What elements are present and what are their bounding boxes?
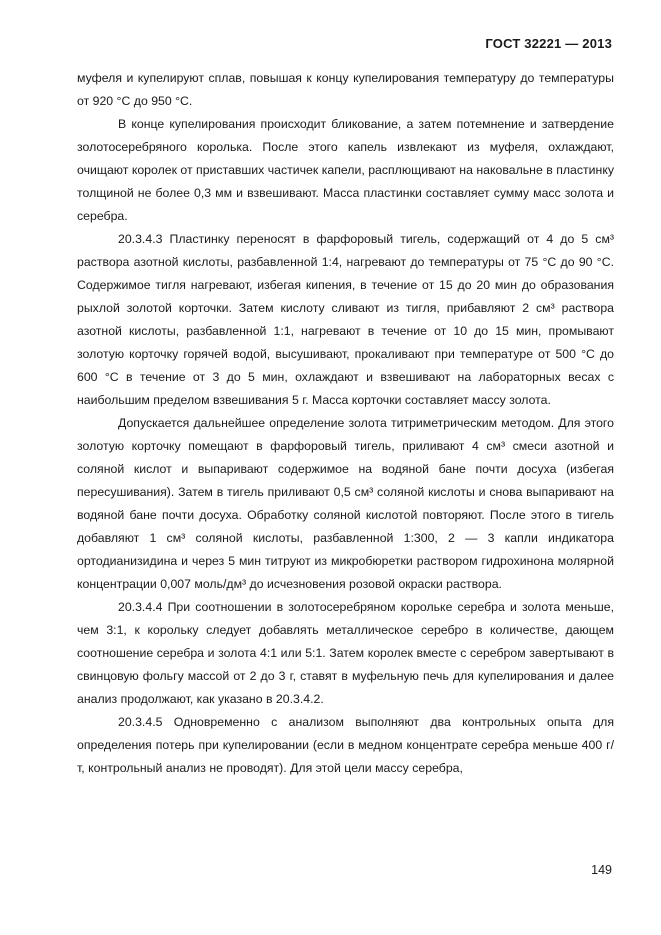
paragraph: В конце купелирования происходит бликование, а затем потемнение и затвердение золотосеребряного королька. После этого капель извлекают из муфеля, охлаждают, очищают королек от приставших частичек капели, расплющивают на наковальне в пластинку толщиной не более 0,3 мм и взвешивают. Масса пластинки составляет сумму масс золота и серебра. <box>77 117 614 223</box>
paragraph: Допускается дальнейшее определение золота титриметрическим методом. Для этого золотую корточку помещают в фарфоровый тигель, приливают 4 см³ смеси азотной и соляной кислот и выпаривают содержимое на водяной бане почти досуха (избегая пересушивания). Затем в тигель приливают 0,5 см³ соляной кислоты и снова выпаривают на водяной бане почти досуха. Обработку соляной кислотой повторяют. После этого в тигель добавляют 1 см³ соляной кислоты, разбавленной 1:300, 2 — 3 капли индикатора ортодианизидина и через 5 мин титруют из микробюретки раствором гидрохинона молярной концентрации 0,007 моль/дм³ до исчезновения розовой окраски раствора. <box>77 416 614 591</box>
paragraph: муфеля и купелируют сплав, повышая к концу купелирования температуру до температуры от 920 °С до 950 °С. <box>77 71 614 108</box>
body-text <box>77 67 614 780</box>
paragraph: 20.3.4.3 Пластинку переносят в фарфоровый тигель, содержащий от 4 до 5 см³ раствора азотной кислоты, разбавленной 1:4, нагревают до температуры от 75 °С до 90 °С. Содержимое тигля нагревают, избегая кипения, в течение от 15 до 20 мин до образования рыхлой золотой корточки. Затем кислоту сливают из тигля, прибавляют 2 см³ раствора азотной кислоты, разбавленной 1:1, нагревают в течение от 10 до 15 мин, промывают золотую корточку горячей водой, высушивают, прокаливают при температуре от 500 °С до 600 °С в течение от 3 до 5 мин, охлаждают и взвешивают на лабораторных весах с наибольшим пределом взвешивания 5 г. Масса корточки составляет массу золота. <box>77 232 614 407</box>
page-header-standard: ГОСТ 32221 — 2013 <box>485 36 612 51</box>
paragraph: 20.3.4.4 При соотношении в золотосеребряном корольке серебра и золота меньше, чем 3:1, к корольку следует добавлять металлическое серебро в количестве, дающем соотношение серебра и золота 4:1 или 5:1. Затем королек вместе с серебром завертывают в свинцовую фольгу массой от 2 до 3 г, ставят в муфельную печь для купелирования и далее анализ продолжают, как указано в 20.3.4.2. <box>77 600 614 706</box>
page-number: 149 <box>591 863 612 877</box>
paragraph: 20.3.4.5 Одновременно с анализом выполняют два контрольных опыта для определения потерь при купелировании (если в медном концентрате серебра меньше 400 г/т, контрольный анализ не проводят). Для этой цели массу серебра, <box>77 715 614 775</box>
